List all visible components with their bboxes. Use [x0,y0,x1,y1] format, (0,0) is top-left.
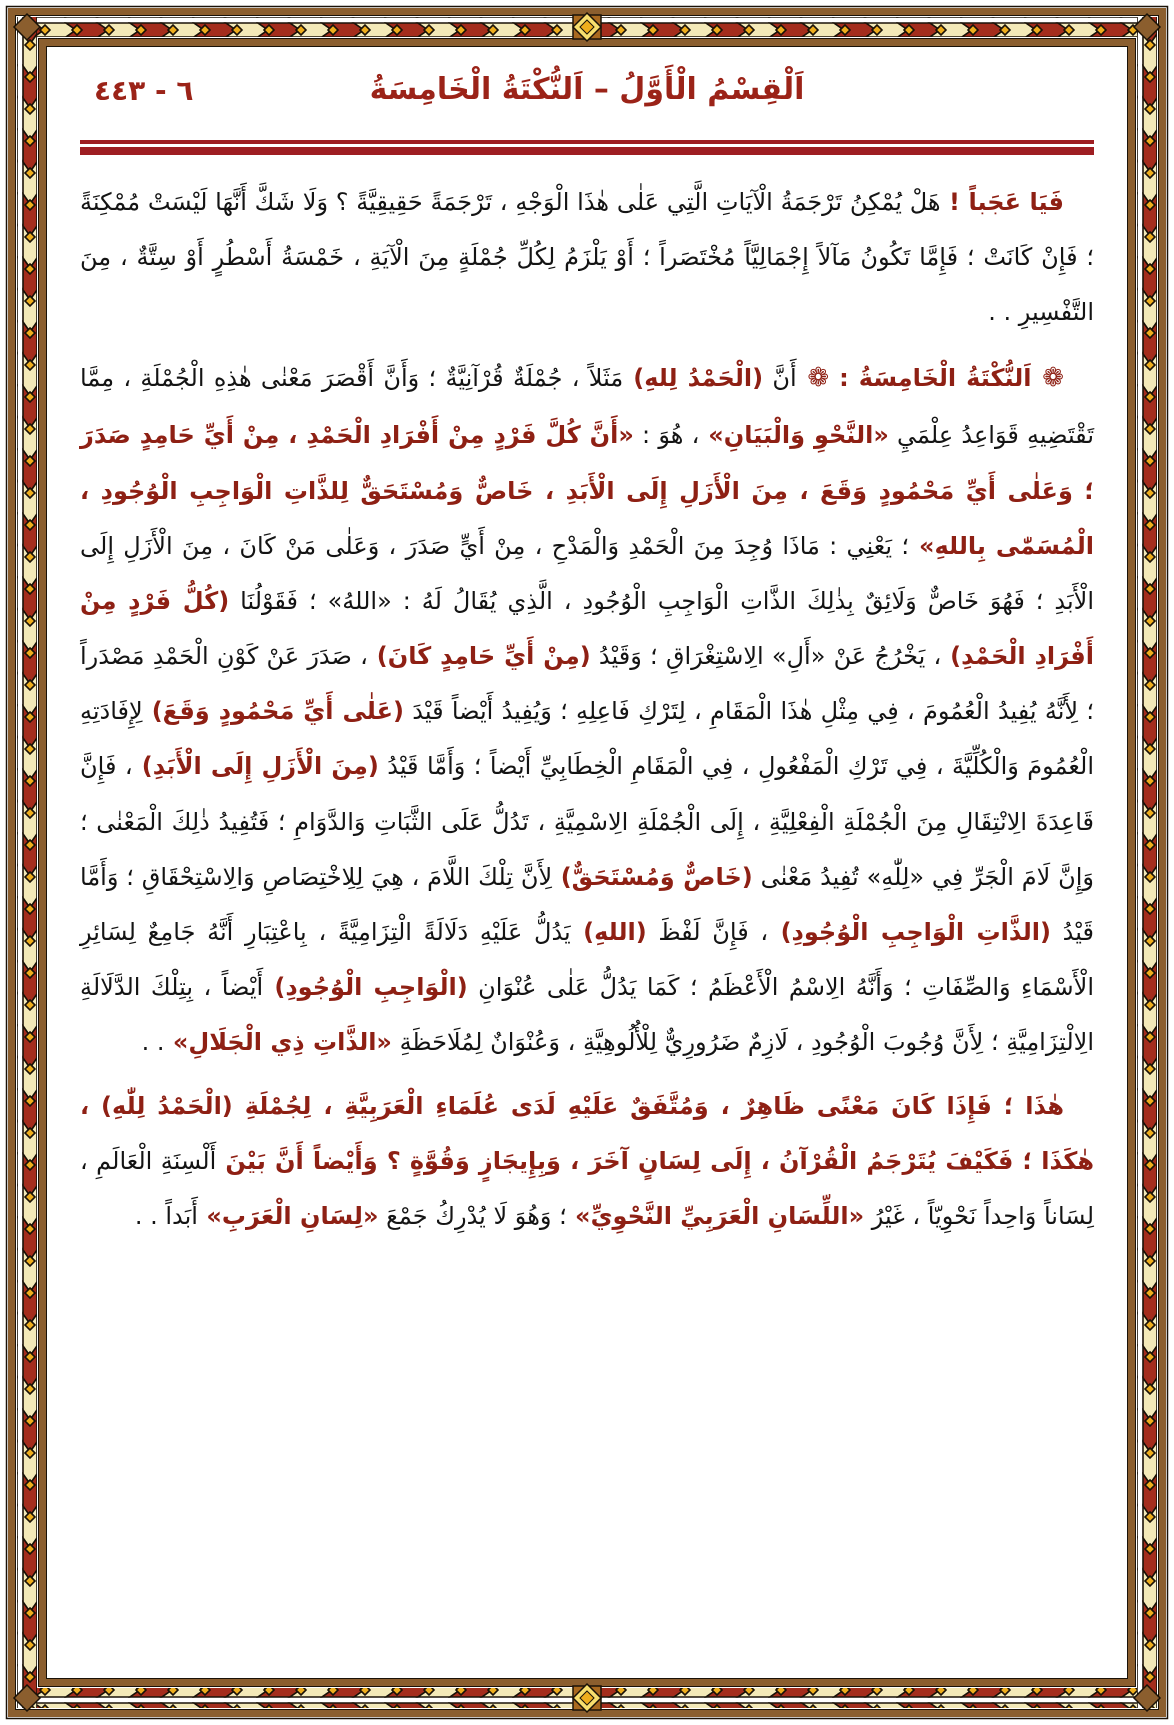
text-run: ؛ وَهُوَ لَا يُدْرِكُ جَمْعَ [378,1201,567,1230]
page-title: اَلْقِسْمُ الْأَوَّلُ – اَلنُّكْتَةُ الْخَامِسَةُ [369,72,805,107]
page-number: ٦ - ٤٤٣ [94,74,194,107]
text-run: هَلْ يُمْكِنُ تَرْجَمَةُ الْآيَاتِ الَّتِي عَلٰى هٰذَا الْوَجْهِ ، تَرْجَمَةً حَقِيقِيَّةً ؟ وَلَا شَكَّ أَنَّهَا لَيْسَتْ مُمْكِنَةً ؛ فَإِنْ كَانَتْ ؛ فَإِمَّا تَكُونُ مَآلاً إِجْمَالِيَّاً مُخْتَصَراً ؛ أَوْ يَلْزَمُ لِكُلِّ جُمْلَةٍ مِنَ الْآيَةِ ، خَمْسَةُ أَسْطُرٍ أَوْ سِتَّةٌ ، مِنَ التَّفْسِيرِ . . [80,188,1094,327]
paragraph-fifth-point [80,349,1094,1071]
text-run: أَلْسِنَةِ الْعَالَمِ ، لِسَاناً وَاحِداً نَحْوِيّاً ، غَيْرُ [80,1146,1094,1230]
emphasis-red-run: (مِنْ أَيِّ حَامِدٍ كَانَ) [367,642,591,671]
text-run: لِأَنَّ تِلْكَ اللَّامَ ، هِيَ لِلِاخْتِصَاصِ وَالِاسْتِحْقَاقِ ؛ وَأَمَّا قَيْدُ [80,862,1094,947]
text-run: ، صَدَرَ عَنْ كَوْنِ الْحَمْدِ مَصْدَراً ؛ لِأَنَّهُ يُفِيدُ الْعُمُومَ ، فِي مِثْلِ هٰذَا الْمَقَامِ ، لِتَرْكِ فَاعِلِهِ ؛ وَيُفِيدُ أَيْضاً قَيْدَ [80,642,1094,726]
emphasis-red-run: فَيَا عَجَباً ! [940,188,1064,216]
emphasis-red-run: اَلنُّكْتَةُ الْخَامِسَةُ : [829,363,1032,392]
text-run: أَنَّ [763,363,797,392]
floral-ornament-icon: ❁ [1031,362,1065,393]
text-run: أَيْضاً ، بِتِلْكَ الدَّلَالَةِ الِالْتِزَامِيَّةِ ؛ لِأَنَّ وُجُوبَ الْوُجُودِ ، لَازِمٌ ضَرُورِيٌّ لِلْأُلُوهِيَّةِ ، وَعُنْوَانٌ لِمُلَاحَظَةِ [80,973,1094,1057]
emphasis-red-run: «اللِّسَانِ الْعَرَبِيِّ النَّحْوِيِّ» [566,1201,865,1230]
paragraph-exclamation [80,175,1094,341]
text-run: . . [141,1028,165,1057]
text-run: ؛ يَعْنِي : مَاذَا وُجِدَ مِنَ الْحَمْدِ وَالْمَدْحِ ، مِنْ أَيٍّ صَدَرَ ، وَعَلٰى مَنْ كَانَ ، مِنَ الْأَزَلِ إِلَى الْأَبَدِ ؛ فَهُوَ خَاصٌّ وَلَائِقٌ بِذٰلِكَ الذَّاتِ الْوَاجِبِ الْوُجُودِ ، الَّذِي يُقَالُ لَهُ : «اللهُ» ؛ فَقَوْلُنَا [80,531,1095,615]
border-medallion-bottom [573,1684,601,1712]
floral-ornament-icon: ❁ [796,362,830,393]
emphasis-red-run: «لِسَانِ الْعَرَبِ» [197,1201,379,1230]
emphasis-red-run: (الذَّاتِ الْوَاجِبِ الْوُجُودِ) [768,918,1051,947]
emphasis-red-run: (الْحَمْدُ لِلهِ) [623,363,764,392]
emphasis-red-run: (الْوَاجِبِ الْوُجُودِ) [263,973,468,1002]
emphasis-red-run: هٰذَا ؛ فَإِذَا كَانَ مَعْنًى ظَاهِرٌ ، وَمُتَّفَقٌ عَلَيْهِ لَدَى عُلَمَاءِ الْعَرَبِيَّةِ ، لِجُمْلَةِ (الْحَمْدُ لِلّٰهِ) ، هٰكَذَا ؛ فَكَيْفَ يُتَرْجَمُ الْقُرْآنُ ، إِلَى لِسَانٍ آخَرَ ، وَبِإِيجَازٍ وَقُوَّةٍ ؟ وَأَيْضاً أَنَّ بَيْنَ [80,1091,1094,1175]
emphasis-red-run: (مِنَ الْأَزَلِ إِلَى الْأَبَدِ) [132,752,379,781]
header-divider-rule [80,140,1094,155]
text-run: ، فَإِنَّ قَاعِدَةَ الِانْتِقَالِ مِنَ الْجُمْلَةِ الْفِعْلِيَّةِ ، إِلَى الْجُمْلَةِ الِاسْمِيَّةِ ، تَدُلُّ عَلَى الثَّبَاتِ وَالدَّوَامِ ؛ فَتُفِيدُ ذٰلِكَ الْمَعْنٰى ؛ وَإِنَّ لَامَ الْجَرِّ فِي «لِلّٰهِ» تُفِيدُ مَعْنٰى [80,752,1095,891]
emphasis-red-run: «الذَّاتِ ذِي الْجَلَالِ» [164,1028,392,1057]
emphasis-red-run: (خَاصٌّ وَمُسْتَحَقٌّ) [552,862,753,891]
text-run: ، يَخْرُجُ عَنْ «أَلِ» الِاسْتِغْرَاقِ ؛ وَقَيْدُ [590,642,942,671]
emphasis-red-run: (اللهِ) [570,918,647,947]
text-run: مَثَلاً ، جُمْلَةٌ قُرْآنِيَّةٌ ؛ وَأَنَّ أَقْصَرَ مَعْنٰى هٰذِهِ الْجُمْلَةِ ، مِمَّا تَقْتَضِيهِ قَوَاعِدُ عِلْمَيِ [80,363,1095,450]
emphasis-red-run: (عَلٰى أَيِّ مَحْمُودٍ وَقَعَ) [142,697,404,726]
text-run: يَدُلُّ عَلَيْهِ دَلَالَةً الْتِزَامِيَّةً ، بِاعْتِبَارِ أَنَّهُ جَامِعٌ لِسَائِرِ الْأَسْمَاءِ وَالصِّفَاتِ ؛ وَأَنَّهُ الِاسْمُ الْأَعْظَمُ ؛ كَمَا يَدُلُّ عَلٰى عُنْوَانِ [80,918,1094,1002]
body-text [80,175,1094,1244]
text-run: ، هُوَ : [633,421,700,450]
paragraph-conclusion [80,1079,1094,1245]
text-run: أَبَداً . . [134,1201,198,1230]
text-run: ، فَإِنَّ لَفْظَ [646,918,769,947]
border-medallion-top [573,13,601,41]
text-run: لِإِفَادَتِهِ الْعُمُومَ وَالْكُلِّيَّةَ ، فِي تَرْكِ الْمَفْعُولِ ، فِي الْمَقَامِ الْخِطَابِيِّ أَيْضاً ؛ وَأَمَّا قَيْدُ [80,697,1094,781]
emphasis-red-run: (كُلُّ فَرْدٍ مِنْ أَفْرَادِ الْحَمْدِ) [80,586,1094,671]
page-content [80,62,1094,1663]
page-header [80,62,1094,124]
emphasis-red-run: «أَنَّ كُلَّ فَرْدٍ مِنْ أَفْرَادِ الْحَمْدِ ، مِنْ أَيِّ حَامِدٍ صَدَرَ ؛ وَعَلٰى أَيِّ مَحْمُودٍ وَقَعَ ، مِنَ الْأَزَلِ إِلَى الْأَبَدِ ، خَاصٌّ وَمُسْتَحَقٌّ لِلذَّاتِ الْوَاجِبِ الْوُجُودِ ، الْمُسَمّٰى بِاللهِ» [80,421,1094,560]
emphasis-red-run: «النَّحْوِ وَالْبَيَانِ» [699,421,889,450]
